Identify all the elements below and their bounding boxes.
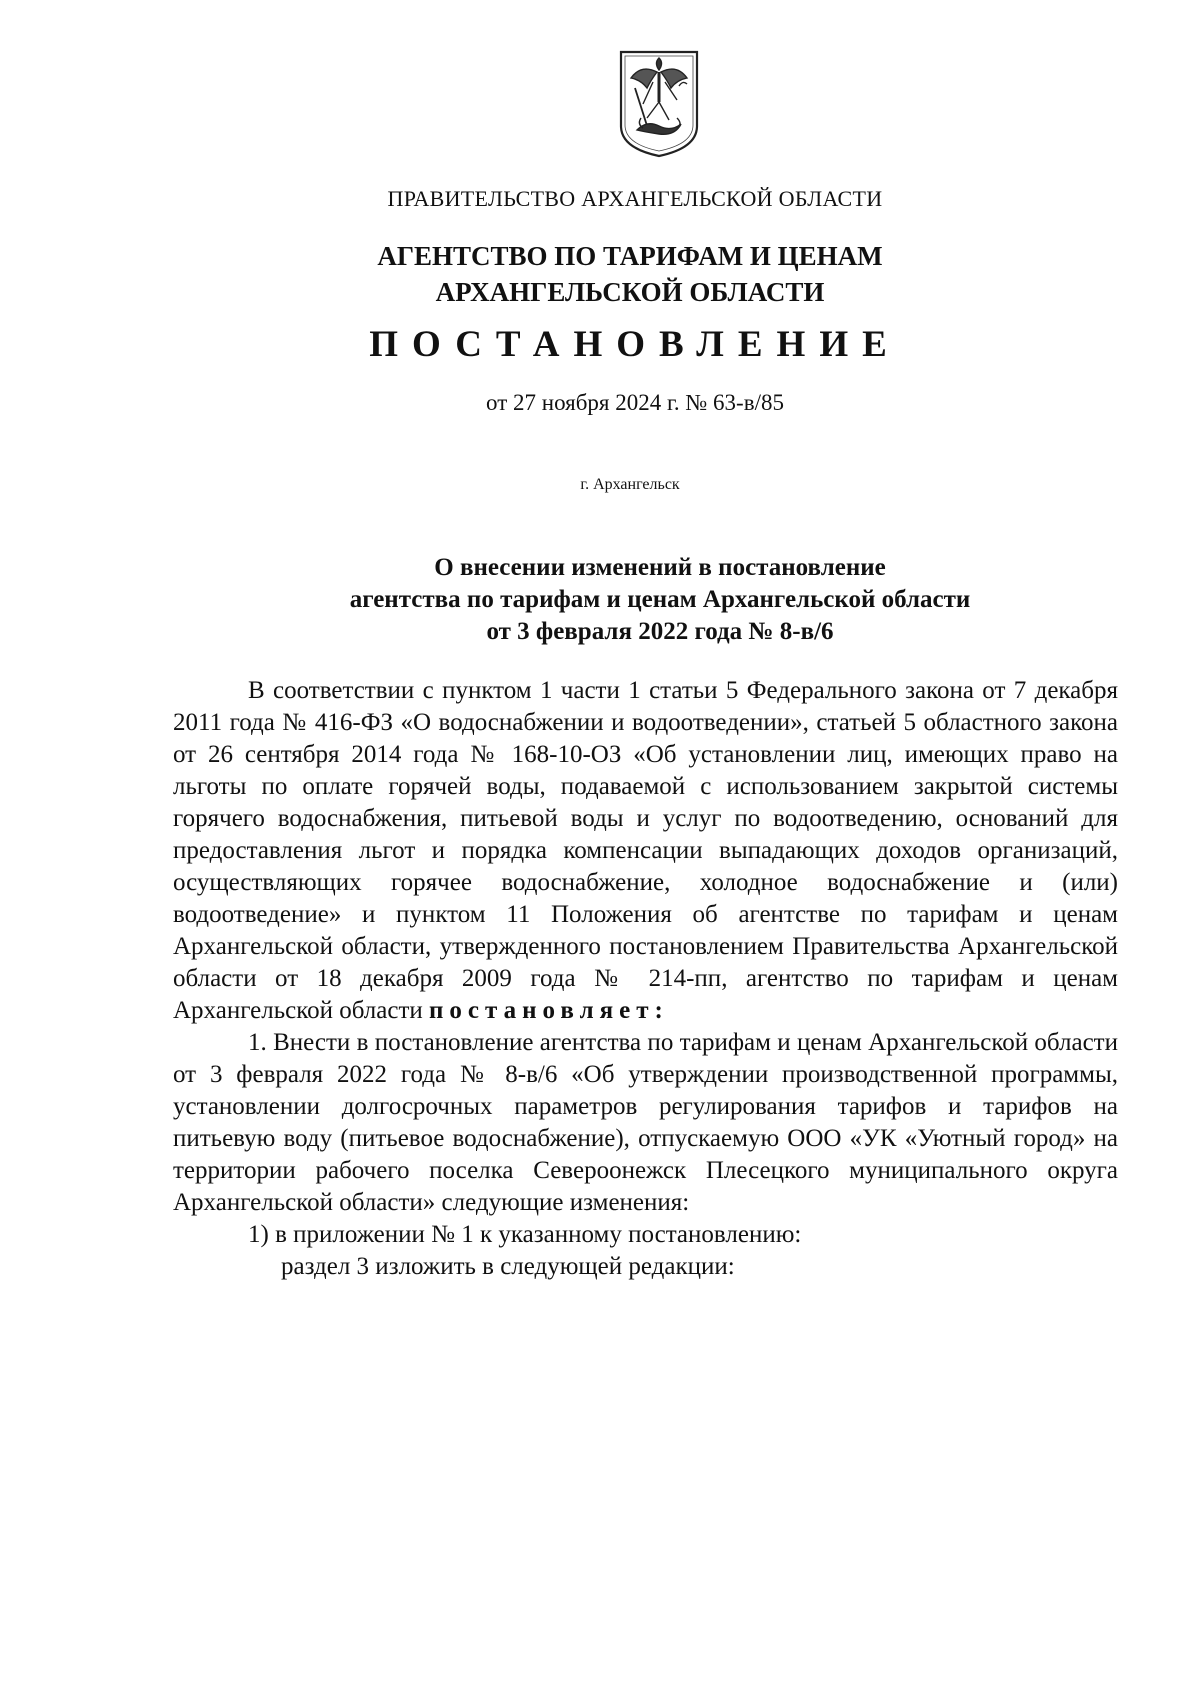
subject-line-1: О внесении изменений в постановление bbox=[434, 554, 886, 581]
document-type-title: ПОСТАНОВЛЕНИЕ bbox=[369, 324, 901, 365]
agency-name-line-2: АРХАНГЕЛЬСКОЙ ОБЛАСТИ bbox=[435, 277, 825, 307]
subitem-1: 1) в приложении № 1 к указанному постановлению: bbox=[248, 1221, 802, 1248]
preamble-text: В соответствии с пунктом 1 части 1 статьи 5 Федерального закона от 7 декабря 2011 года № 416-ФЗ «О водоснабжении и водоотведении», статьей 5 областного закона от 26 сентября 2014 года № 168-10-ОЗ «Об установлении лиц, имеющих право на льготы по оплате горячей воды, подаваемой с использованием закрытой системы горячего водоснабжения, питьевой воды и услуг по водоотведению, оснований для предоставления льгот и порядка компенсации выпадающих доходов организаций, осуществляющих горячее водоснабжение, холодное водоснабжение и (или) водоотведение» и пунктом 11 Положения об агентстве по тарифам и ценам Архангельской области, утвержденного постановлением Правительства Архангельской области от 18 декабря 2009 года № 214-пп, агентство по тарифам и ценам Архангельской области bbox=[173, 677, 1118, 1024]
document-city: г. Архангельск bbox=[580, 476, 680, 493]
coat-of-arms-emblem bbox=[617, 48, 701, 160]
subitem-1-text: раздел 3 изложить в следующей редакции: bbox=[281, 1253, 735, 1280]
subject-line-3: от 3 февраля 2022 года № 8-в/6 bbox=[486, 618, 834, 645]
decree-word: постановляет: bbox=[429, 997, 669, 1024]
document-body bbox=[173, 675, 1118, 1283]
document-subject bbox=[0, 552, 1200, 648]
item-1-paragraph: 1. Внести в постановление агентства по тарифам и ценам Архангельской области от 3 февраля 2022 года № 8-в/6 «Об утверждении производственной программы, установлении долгосрочных параметров регулирования тарифов и тарифов на питьевую воду (питьевое водоснабжение), отпускаемую ООО «УК «Уютный город» на территории рабочего поселка Североонежск Плесецкого муниципального округа Архангельской области» следующие изменения: bbox=[173, 1029, 1118, 1216]
subject-line-2: агентства по тарифам и ценам Архангельской области bbox=[349, 586, 971, 613]
preamble-paragraph bbox=[173, 675, 1118, 1027]
government-name: ПРАВИТЕЛЬСТВО АРХАНГЕЛЬСКОЙ ОБЛАСТИ bbox=[387, 186, 883, 211]
document-date-number: от 27 ноября 2024 г. № 63-в/85 bbox=[486, 390, 784, 415]
agency-name-line-1: АГЕНТСТВО ПО ТАРИФАМ И ЦЕНАМ bbox=[377, 241, 883, 271]
agency-name bbox=[0, 238, 1200, 310]
